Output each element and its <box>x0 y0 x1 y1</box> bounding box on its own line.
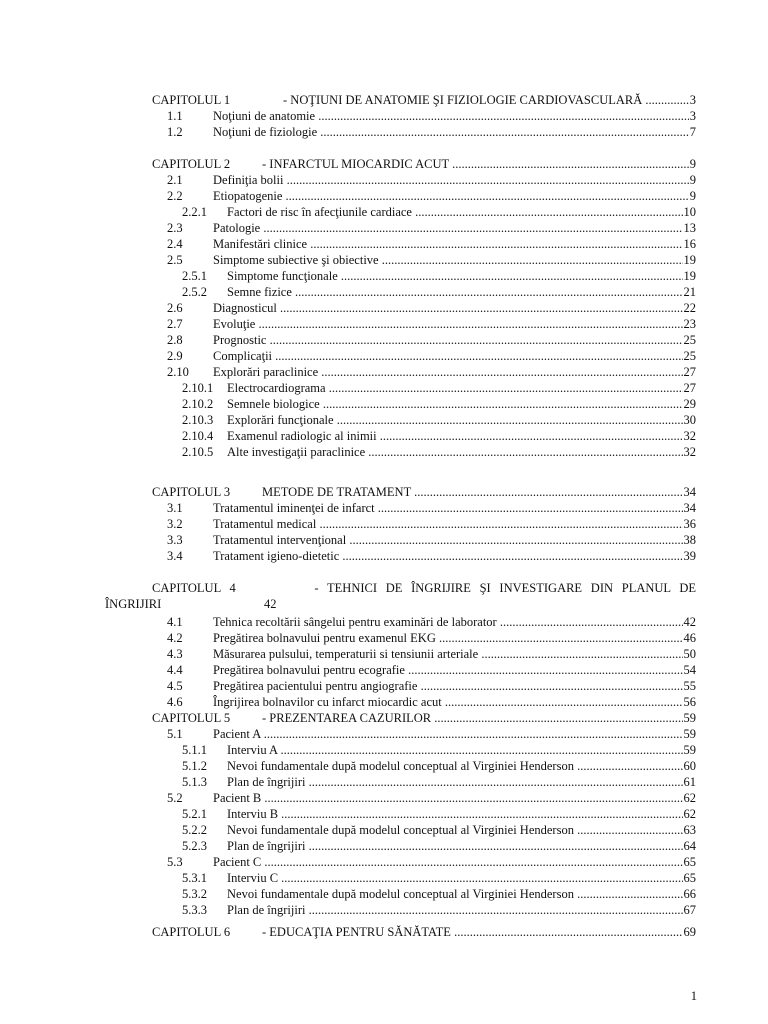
section-title-text: Pacient C <box>213 855 262 869</box>
chapter-title <box>262 924 696 940</box>
section-number: 4.4 <box>167 663 183 677</box>
section-title <box>213 348 696 364</box>
section-title <box>227 268 696 284</box>
section-title-text: Definiţia bolii <box>213 173 284 187</box>
toc-entry <box>0 348 768 364</box>
page-ref: 22 <box>683 301 696 315</box>
toc-entry <box>0 758 768 774</box>
page-ref: 55 <box>683 679 696 693</box>
toc-entry <box>0 188 768 204</box>
section-number: 2.9 <box>167 349 183 363</box>
section-number: 2.5.2 <box>182 285 207 299</box>
page-ref: 38 <box>683 533 696 547</box>
toc-entry <box>0 316 768 332</box>
section-title-text: Patologie <box>213 221 261 235</box>
section-number: 2.6 <box>167 301 183 315</box>
page-ref: 67 <box>683 903 696 917</box>
section-title <box>227 204 696 220</box>
toc-entry <box>0 806 768 822</box>
section-title <box>213 500 696 516</box>
page-ref: 50 <box>683 647 696 661</box>
section-title-text: Examenul radiologic al inimii <box>227 429 377 443</box>
section-title <box>213 220 696 236</box>
chapter-title <box>262 156 696 172</box>
section-title <box>213 364 696 380</box>
page-ref: 9 <box>689 189 696 203</box>
chapter-title-text: - PREZENTAREA CAZURILOR <box>262 711 432 725</box>
page-ref: 25 <box>683 333 696 347</box>
section-title-text: Pregătirea bolnavului pentru ecografie <box>213 663 405 677</box>
section-title <box>227 886 696 902</box>
section-title-text: Simptome funcţionale <box>227 269 338 283</box>
section-number: 5.1.1 <box>182 743 207 757</box>
section-title-text: Tratamentul iminenţei de infarct <box>213 501 375 515</box>
page-number: 1 <box>690 989 697 1003</box>
section-title <box>213 726 696 742</box>
section-title <box>213 188 696 204</box>
section-title <box>227 806 696 822</box>
toc-entry <box>0 332 768 348</box>
section-title-text: Interviu B <box>227 807 279 821</box>
page-ref: 54 <box>683 663 696 677</box>
section-number: 2.2.1 <box>182 205 207 219</box>
page-ref: 25 <box>683 349 696 363</box>
page-ref: 27 <box>683 381 696 395</box>
page-ref: 62 <box>683 807 696 821</box>
section-number: 2.7 <box>167 317 183 331</box>
chapter-label: CAPITOLUL 1 <box>152 93 231 107</box>
section-title <box>227 284 696 300</box>
page-ref: 42 <box>683 615 696 629</box>
section-number: 5.2.2 <box>182 823 207 837</box>
section-number: 4.6 <box>167 695 183 709</box>
page-ref: 34 <box>683 501 696 515</box>
page-ref: 32 <box>683 445 696 459</box>
toc-chapter <box>0 484 768 500</box>
section-number: 2.5 <box>167 253 183 267</box>
section-title-text: Diagnosticul <box>213 301 277 315</box>
section-number: 5.3 <box>167 855 183 869</box>
section-title-text: Explorări paraclinice <box>213 365 319 379</box>
chapter-title <box>283 92 696 108</box>
section-number: 5.3.1 <box>182 871 207 885</box>
page-ref: 69 <box>683 925 696 939</box>
page-ref: 65 <box>683 855 696 869</box>
section-title-text: Plan de îngrijiri <box>227 775 306 789</box>
page-ref: 34 <box>683 485 696 499</box>
section-number: 2.1 <box>167 173 183 187</box>
chapter-label: CAPITOLUL 5 <box>152 711 231 725</box>
page-ref: 9 <box>689 157 696 171</box>
section-number: 5.1 <box>167 727 183 741</box>
toc-entry <box>0 694 768 710</box>
toc-entry <box>0 614 768 630</box>
section-number: 3.1 <box>167 501 183 515</box>
section-title-text: Măsurarea pulsului, temperaturii si tensiunii arteriale <box>213 647 479 661</box>
section-title <box>213 678 696 694</box>
section-title <box>227 412 696 428</box>
section-title <box>227 396 696 412</box>
section-title-text: Pacient B <box>213 791 262 805</box>
section-title <box>227 742 696 758</box>
section-number: 4.5 <box>167 679 183 693</box>
section-number: 2.10 <box>167 365 189 379</box>
toc-chapter <box>0 924 768 940</box>
toc-entry <box>0 172 768 188</box>
toc-entry <box>0 790 768 806</box>
chapter-title <box>262 484 696 500</box>
chapter-title-continuation: ÎNGRIJIRI <box>105 597 162 611</box>
toc-entry <box>0 646 768 662</box>
section-title-text: Noţiuni de anatomie <box>213 109 316 123</box>
section-number: 2.10.5 <box>182 445 214 459</box>
toc-entry <box>0 902 768 918</box>
section-title-text: Nevoi fundamentale după modelul conceptual al Virginiei Henderson <box>227 823 574 837</box>
chapter-title-text: METODE DE TRATAMENT <box>262 485 411 499</box>
section-title <box>227 902 696 918</box>
section-title <box>227 758 696 774</box>
toc-entry <box>0 854 768 870</box>
section-title-text: Nevoi fundamentale după modelul conceptual al Virginiei Henderson <box>227 887 574 901</box>
toc-entry <box>0 108 768 124</box>
toc-entry <box>0 444 768 460</box>
page-ref: 23 <box>683 317 696 331</box>
toc-entry <box>0 838 768 854</box>
toc-entry <box>0 396 768 412</box>
section-title-text: Semnele biologice <box>227 397 320 411</box>
section-title-text: Factori de risc în afecţiunile cardiace <box>227 205 412 219</box>
section-number: 1.2 <box>167 125 183 139</box>
section-title <box>213 332 696 348</box>
toc-chapter <box>0 156 768 172</box>
section-title-text: Tehnica recoltării sângelui pentru examinări de laborator <box>213 615 497 629</box>
toc-entry <box>0 284 768 300</box>
section-title <box>227 444 696 460</box>
chapter-label: CAPITOLUL 2 <box>152 157 231 171</box>
section-number: 4.1 <box>167 615 183 629</box>
toc-entry <box>0 548 768 564</box>
chapter-label: CAPITOLUL 4 <box>152 581 236 595</box>
page-ref: 46 <box>683 631 696 645</box>
section-title-text: Interviu A <box>227 743 278 757</box>
page-ref: 56 <box>683 695 696 709</box>
page-ref: 3 <box>689 109 696 123</box>
section-title-text: Etiopatogenie <box>213 189 283 203</box>
toc-entry <box>0 300 768 316</box>
toc-entry <box>0 630 768 646</box>
page-ref: 10 <box>683 205 696 219</box>
page-ref: 65 <box>683 871 696 885</box>
page-ref: 32 <box>683 429 696 443</box>
section-title <box>213 532 696 548</box>
section-title <box>213 516 696 532</box>
page-ref: 59 <box>683 727 696 741</box>
section-title-text: Complicaţii <box>213 349 273 363</box>
section-number: 4.2 <box>167 631 183 645</box>
section-number: 2.10.3 <box>182 413 214 427</box>
toc-entry <box>0 124 768 140</box>
toc-entry <box>0 678 768 694</box>
section-number: 2.10.2 <box>182 397 214 411</box>
section-title <box>213 172 696 188</box>
section-title-text: Simptome subiective şi obiective <box>213 253 379 267</box>
section-title-text: Alte investigaţii paraclinice <box>227 445 366 459</box>
toc-entry <box>0 532 768 548</box>
toc-entry <box>0 822 768 838</box>
section-title-text: Prognostic <box>213 333 267 347</box>
section-title-text: Evoluţie <box>213 317 256 331</box>
section-number: 5.3.2 <box>182 887 207 901</box>
section-title-text: Manifestări clinice <box>213 237 308 251</box>
toc-entry <box>0 380 768 396</box>
section-number: 4.3 <box>167 647 183 661</box>
toc-entry <box>0 220 768 236</box>
section-number: 5.1.3 <box>182 775 207 789</box>
section-number: 5.2.3 <box>182 839 207 853</box>
section-title-text: Nevoi fundamentale după modelul conceptual al Virginiei Henderson <box>227 759 574 773</box>
page-ref: 39 <box>683 549 696 563</box>
section-title <box>213 646 696 662</box>
section-title-text: Îngrijirea bolnavilor cu infarct miocardic acut <box>213 695 442 709</box>
section-number: 2.2 <box>167 189 183 203</box>
section-title-text: Pacient A <box>213 727 261 741</box>
page-ref: 66 <box>683 887 696 901</box>
section-title <box>227 822 696 838</box>
section-number: 5.2.1 <box>182 807 207 821</box>
chapter-label: CAPITOLUL 3 <box>152 485 231 499</box>
page-ref: 59 <box>683 743 696 757</box>
section-number: 3.3 <box>167 533 183 547</box>
page-ref: 9 <box>689 173 696 187</box>
section-number: 5.1.2 <box>182 759 207 773</box>
section-title-text: Noţiuni de fiziologie <box>213 125 318 139</box>
page-ref: 3 <box>689 93 696 107</box>
section-title <box>213 236 696 252</box>
chapter-title-text: - NOŢIUNI DE ANATOMIE ŞI FIZIOLOGIE CARDIOVASCULARĂ <box>283 93 643 107</box>
chapter-title-text: - EDUCAŢIA PENTRU SĂNĂTATE <box>262 925 451 939</box>
section-title <box>213 854 696 870</box>
section-title-text: Pregătirea bolnavului pentru examenul EKG <box>213 631 436 645</box>
chapter-title-text: - TEHNICI DE ÎNGRIJIRE ŞI INVESTIGARE DIN PLANUL DE <box>314 581 696 595</box>
page-ref: 63 <box>683 823 696 837</box>
section-number: 2.4 <box>167 237 183 251</box>
toc-entry <box>0 204 768 220</box>
section-title-text: Explorări funcţionale <box>227 413 334 427</box>
page-ref: 64 <box>683 839 696 853</box>
toc-entry <box>0 774 768 790</box>
section-title-text: Tratament igieno-dietetic <box>213 549 340 563</box>
section-title <box>227 774 696 790</box>
page-ref: 16 <box>683 237 696 251</box>
page-ref: 30 <box>683 413 696 427</box>
page-ref: 7 <box>689 125 696 139</box>
section-number: 2.10.4 <box>182 429 214 443</box>
page-ref: 19 <box>683 253 696 267</box>
section-number: 2.3 <box>167 221 183 235</box>
section-number: 2.5.1 <box>182 269 207 283</box>
toc-entry <box>0 500 768 516</box>
toc-entry <box>0 870 768 886</box>
section-title-text: Tratamentul intervenţional <box>213 533 347 547</box>
section-title <box>213 630 696 646</box>
section-title-text: Plan de îngrijiri <box>227 903 306 917</box>
section-number: 1.1 <box>167 109 183 123</box>
section-title <box>213 694 696 710</box>
section-title-text: Semne fizice <box>227 285 292 299</box>
section-title-text: Tratamentul medical <box>213 517 317 531</box>
toc-entry <box>0 252 768 268</box>
section-number: 2.8 <box>167 333 183 347</box>
section-title-text: Plan de îngrijiri <box>227 839 306 853</box>
toc-entry <box>0 268 768 284</box>
section-title <box>213 790 696 806</box>
section-number: 2.10.1 <box>182 381 214 395</box>
section-title <box>227 428 696 444</box>
section-title <box>213 252 696 268</box>
section-title <box>213 300 696 316</box>
section-title <box>213 614 696 630</box>
page-ref: 61 <box>683 775 696 789</box>
page-ref: 62 <box>683 791 696 805</box>
toc-entry <box>0 364 768 380</box>
section-title-text: Interviu C <box>227 871 279 885</box>
chapter-label: CAPITOLUL 6 <box>152 925 231 939</box>
toc-entry <box>0 742 768 758</box>
toc-entry <box>0 412 768 428</box>
toc-entry <box>0 886 768 902</box>
page-ref: 29 <box>683 397 696 411</box>
section-title-text: Electrocardiograma <box>227 381 326 395</box>
section-number: 5.2 <box>167 791 183 805</box>
page-ref: 36 <box>683 517 696 531</box>
toc-chapter <box>0 710 768 726</box>
toc-entry <box>0 662 768 678</box>
toc-entry <box>0 236 768 252</box>
section-title <box>213 548 696 564</box>
section-title <box>227 838 696 854</box>
toc-entry <box>0 428 768 444</box>
section-number: 3.2 <box>167 517 183 531</box>
page-ref: 42 <box>264 597 277 611</box>
toc-chapter <box>0 580 768 614</box>
page-ref: 13 <box>683 221 696 235</box>
chapter-title-line <box>152 580 696 596</box>
section-title <box>227 380 696 396</box>
section-title <box>213 124 696 140</box>
chapter-title-text: - INFARCTUL MIOCARDIC ACUT <box>262 157 449 171</box>
section-number: 3.4 <box>167 549 183 563</box>
section-title <box>227 870 696 886</box>
section-title-text: Pregătirea pacientului pentru angiografie <box>213 679 418 693</box>
page-ref: 19 <box>683 269 696 283</box>
section-number: 5.3.3 <box>182 903 207 917</box>
page-ref: 59 <box>683 711 696 725</box>
section-title <box>213 662 696 678</box>
section-title <box>213 108 696 124</box>
page-ref: 60 <box>683 759 696 773</box>
chapter-title <box>262 710 696 726</box>
page-ref: 21 <box>683 285 696 299</box>
toc-chapter <box>0 92 768 108</box>
toc-entry <box>0 726 768 742</box>
page-ref: 27 <box>683 365 696 379</box>
section-title <box>213 316 696 332</box>
toc-entry <box>0 516 768 532</box>
